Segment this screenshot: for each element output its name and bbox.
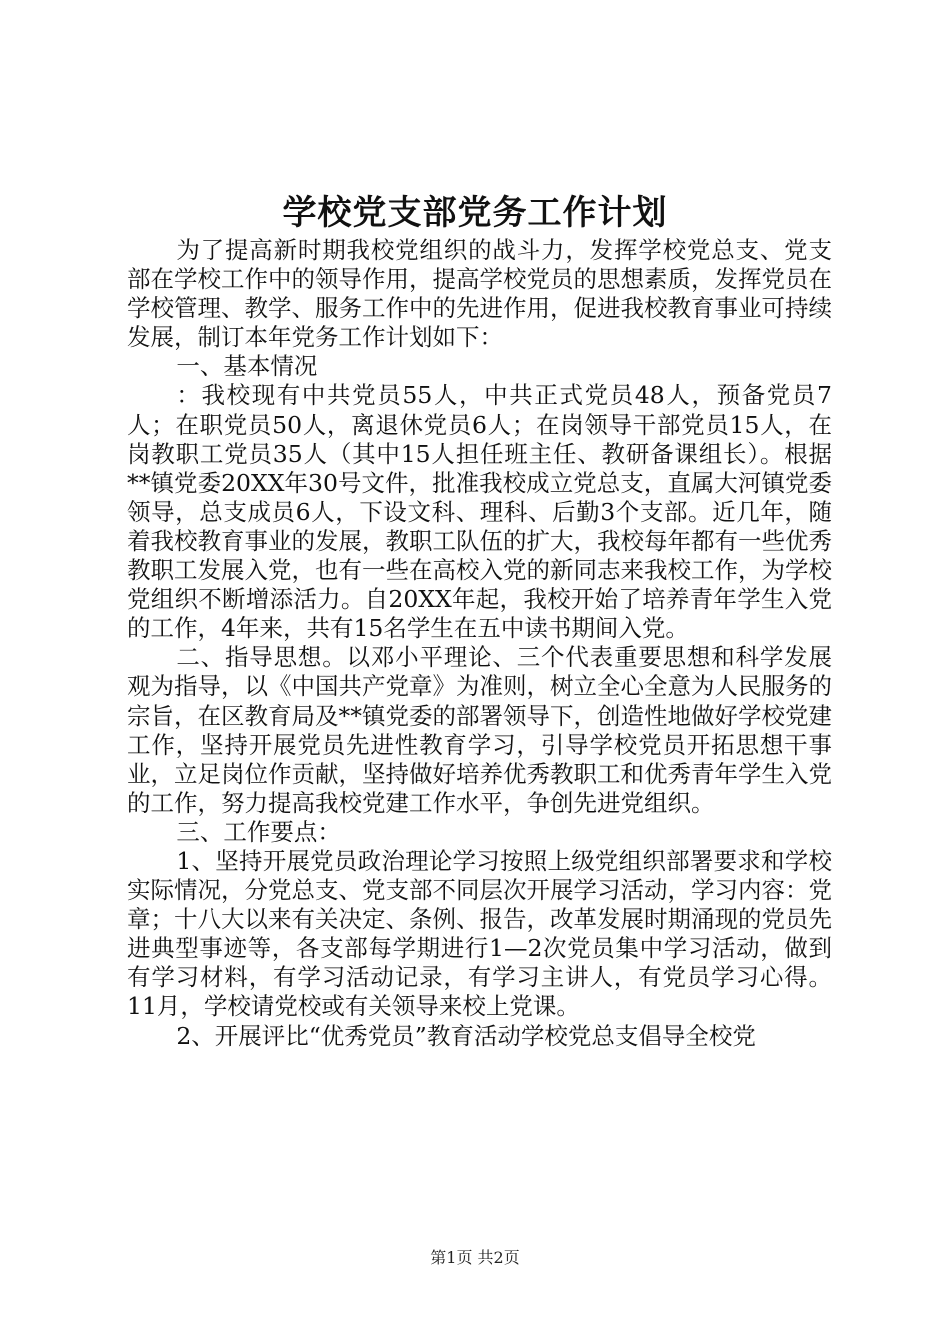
paragraph-intro: 为了提高新时期我校党组织的战斗力，发挥学校党总支、党支部在学校工作中的领导作用，提高学校党员的思想素质，发挥党员在学校管理、教学、服务工作中的先进作用，促进我校教育事业可持续发展，制订本年党务工作计划如下：	[127, 236, 832, 352]
section-heading-basic-situation: 一、基本情况	[176, 352, 318, 381]
paragraph-work-point-2: 2、开展评比“优秀党员”教育活动学校党总支倡导全校党	[176, 1021, 756, 1050]
paragraph-work-point-1: 1、坚持开展党员政治理论学习按照上级党组织部署要求和学校实际情况，分党总支、党支部不同层次开展学习活动，学习内容：党章；十八大以来有关决定、条例、报告，改革发展时期涌现的党员先进典型事迹等，各支部每学期进行1—2次党员集中学习活动，做到有学习材料，有学习活动记录，有学习主讲人，有党员学习心得。11月，学校请党校或有关领导来校上党课。	[127, 846, 832, 1021]
section-heading-work-points: 三、工作要点：	[176, 817, 341, 846]
paragraph-basic-situation: ：我校现有中共党员55人，中共正式党员48人，预备党员7人；在职党员50人，离退休党员6人；在岗领导干部党员15人，在岗教职工党员35人（其中15人担任班主任、教研备课组长）。根据**镇党委20XX年30号文件，批准我校成立党总支，直属大河镇党委领导，总支成员6人，下设文科、理科、后勤3个支部。近几年，随着我校教育事业的发展，教职工队伍的扩大，我校每年都有一些优秀教职工发展入党，也有一些在高校入党的新同志来我校工作，为学校党组织不断增添活力。自20XX年起，我校开始了培养青年学生入党的工作，4年来，共有15名学生在五中读书期间入党。	[127, 381, 832, 643]
paragraph-guiding-thought: 二、指导思想。以邓小平理论、三个代表重要思想和科学发展观为指导，以《中国共产党章》为准则，树立全心全意为人民服务的宗旨，在区教育局及**镇党委的部署领导下，创造性地做好学校党建工作，坚持开展党员先进性教育学习，引导学校党员开拓思想干事业，立足岗位作贡献，坚持做好培养优秀教职工和优秀青年学生入党的工作，努力提高我校党建工作水平，争创先进党组织。	[127, 643, 832, 817]
page-number-footer: 第1页 共2页	[430, 1248, 520, 1267]
document-body	[127, 236, 832, 1051]
document-title: 学校党支部党务工作计划	[282, 193, 668, 233]
